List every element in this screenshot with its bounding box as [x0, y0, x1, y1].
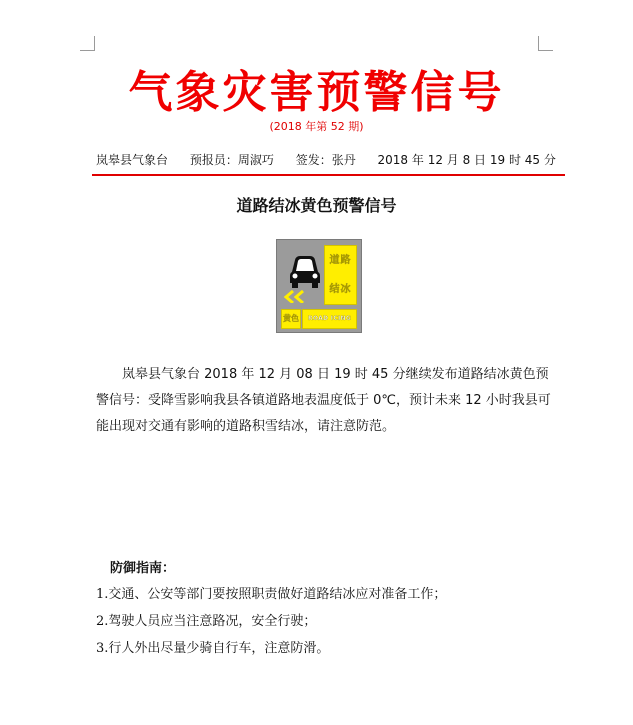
guidance-heading: 防御指南： [110, 561, 176, 576]
issue-number: (2018 年第 52 期) [269, 120, 364, 133]
issuer-info-line [96, 151, 556, 168]
page-corner-mark-left [80, 36, 95, 51]
document-title: 气象灾害预警信号 [128, 67, 505, 118]
guidance-item: 3.行人外出尽量少骑自行车，注意防滑。 [96, 641, 330, 656]
guidance-item: 2.驾驶人员应当注意路况，安全行驶； [96, 614, 317, 629]
forecaster: 预报员：周淑巧 [189, 153, 274, 167]
signal-title: 道路结冰黄色预警信号 [236, 196, 397, 215]
issue-datetime: 2018 年 12 月 8 日 19 时 45 分 [377, 153, 556, 167]
road-icing-yellow-warning-icon [276, 239, 362, 333]
issuer: 签发：张丹 [295, 153, 356, 167]
road-icing-english-label: ROAD ICING [302, 309, 357, 329]
guidance-list [96, 585, 446, 666]
warning-body-text: 岚皋县气象台 2018 年 12 月 08 日 19 时 45 分继续发布道路结冰黄色预警信号：受降雪影响我县各镇道路地表温度低于 0℃，预计未来 12 小时我县可能出现对交通有影响的道路积雪结冰，请注意防范。 [96, 367, 551, 434]
road-icing-label: 道路 结冰 [324, 245, 357, 305]
page-corner-mark-right [538, 36, 553, 51]
guidance-item: 1.交通、公安等部门要按照职责做好道路结冰应对准备工作； [96, 587, 447, 602]
skidding-car-icon [283, 245, 323, 303]
station-name: 岚皋县气象台 [96, 153, 169, 167]
yellow-level-label: 黄色 [281, 309, 301, 329]
header-divider [92, 174, 565, 176]
